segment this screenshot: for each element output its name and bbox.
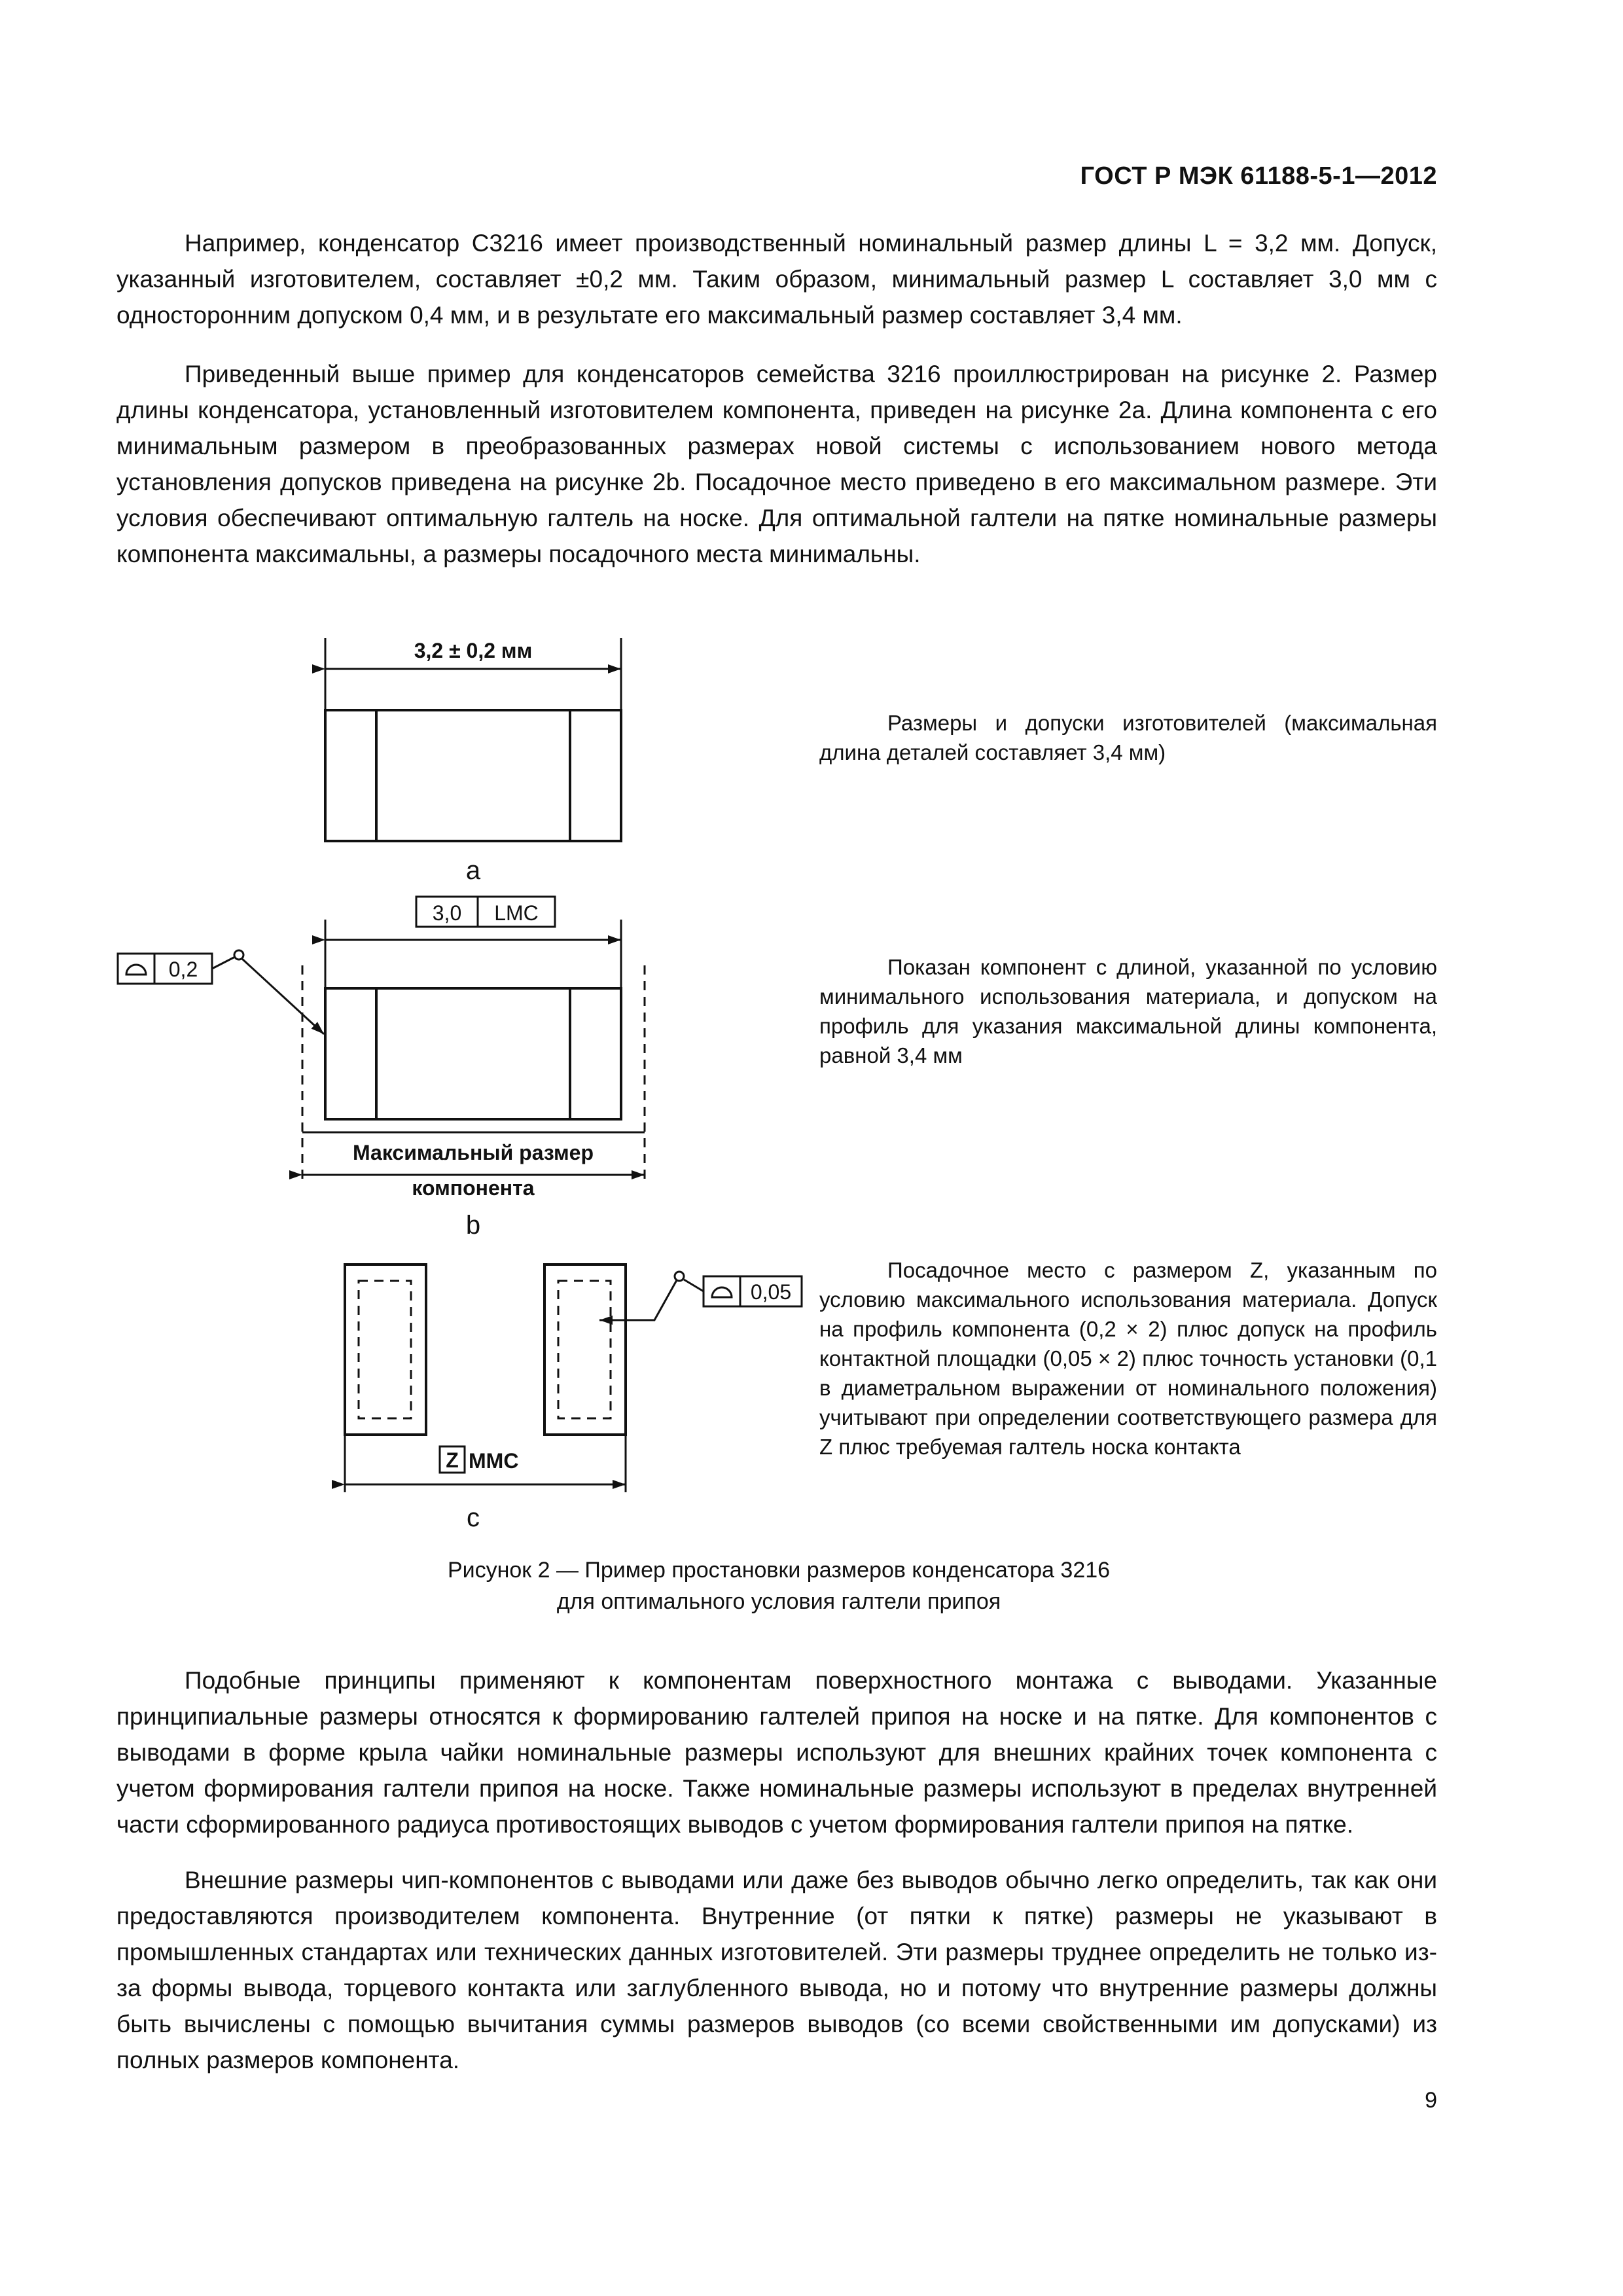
profile-symbol-frame-b — [118, 954, 154, 984]
leader-line-stub-c — [684, 1280, 704, 1291]
figure-2a — [325, 638, 621, 885]
paragraph-3: Подобные принципы применяют к компонентам поверхностного монтажа с выводами. Указанные принципиальные размеры относятся к формированию галтелей припоя на носке и на пятке. Для компонентов с выводами в форме крыла чайки номинальные размеры используют для внешних крайних точек компонента с учетом формирования галтели припоя на носке. Также номинальные размеры используют в пределах внутренней части сформированного радиуса противостоящих выводов с учетом формирования галтели припоя на пятке. — [116, 1667, 1437, 1838]
tolerance-value-b: 0,2 — [168, 958, 198, 981]
profile-of-surface-icon — [712, 1287, 732, 1297]
leader-circle-c — [675, 1272, 684, 1281]
paragraph-4: Внешние размеры чип-компонентов с выводами или даже без выводов обычно легко определить, так как они предоставляются производителем компонента. Внутренние (от пятки к пятке) размеры не указывают в промышленных стандартах или технических данных изготовителей. Эти размеры труднее определить не только из-за формы вывода, торцевого контакта или заглубленного вывода, но и потому что внутренние размеры должны быть вычислены с помощью вычитания суммы размеров выводов (со всеми свойственными им допусками) из полных размеров компонента. — [116, 1867, 1437, 2073]
profile-of-surface-icon — [126, 965, 146, 975]
max-size-label-line2: компонента — [412, 1176, 535, 1200]
land-pad-left-inner — [359, 1281, 411, 1418]
figure-label-b: b — [465, 1211, 481, 1240]
figure-caption-line1: Рисунок 2 — Пример простановки размеров конденсатора 3216 — [447, 1558, 1111, 1583]
dimension-modifier-b: LMC — [494, 901, 539, 925]
tolerance-value-c: 0,05 — [750, 1280, 792, 1304]
leader-arrow-b — [242, 959, 324, 1034]
dimension-value-z: Z — [446, 1448, 459, 1472]
land-pad-right — [544, 1265, 626, 1435]
figure-2a-description: Размеры и допуски изготовителей (максимальная длина деталей составляет 3,4 мм) — [819, 711, 1437, 764]
leader-line-stub-b — [212, 957, 235, 969]
page-number: 9 — [1425, 2088, 1437, 2113]
figure-2b-description: Показан компонент с длиной, указанной по условию минимального использования материала, и допуском на профиль для указания максимальной длины компонента, равной 3,4 мм — [819, 955, 1437, 1067]
figure-2b — [118, 897, 645, 1240]
dimension-modifier-c: MMC — [469, 1449, 519, 1473]
figure-caption-line2: для оптимального условия галтели припоя — [556, 1589, 1001, 1614]
figure-2c-description: Посадочное место с размером Z, указанным по условию максимального использования материала. Допуск на профиль компонента (0,2 × 2) плюс допуск на профиль контактной площадки (0,05 × 2) плюс точность установки (0,1 в диаметральном выражении от номинального положения) учитывают при определении соответствующего размера для Z плюс требуемая галтель носка контакта — [819, 1258, 1437, 1459]
document-header: ГОСТ Р МЭК 61188-5-1—2012 — [1080, 162, 1437, 190]
dimension-text-a: 3,2 ± 0,2 мм — [414, 639, 533, 662]
figure-label-a: a — [465, 856, 481, 885]
figure-label-c: c — [467, 1503, 480, 1532]
land-pad-left — [345, 1265, 426, 1435]
figure-caption — [327, 1554, 1230, 1617]
capacitor-body-a — [325, 710, 621, 841]
figure-2c — [345, 1265, 802, 1532]
paragraph-2: Приведенный выше пример для конденсаторов семейства 3216 проиллюстрирован на рисунке 2. Размер длины конденсатора, установленный изготовителем компонента, приведен на рисунке 2а. Длина компонента с его минимальным размером в преобразованных размерах новой системы с использованием нового метода установления допусков приведена на рисунке 2b. Посадочное место приведено в его максимальном размере. Эти условия обеспечивают оптимальную галтель на носке. Для оптимальной галтели на пятке номинальные размеры компонента максимальны, а размеры посадочного места минимальны. — [116, 361, 1437, 567]
paragraph-1: Например, конденсатор С3216 имеет производственный номинальный размер длины L = 3,2 мм. Допуск, указанный изготовителем, составляет ±0,2 мм. Таким образом, минимальный размер L составляет 3,0 мм с односторонним допуском 0,4 мм, и в результате его максимальный размер составляет 3,4 мм. — [116, 230, 1437, 329]
max-size-label-line1: Максимальный размер — [352, 1141, 594, 1164]
leader-circle-b — [234, 950, 243, 960]
capacitor-body-b — [325, 988, 621, 1119]
profile-symbol-frame-c — [704, 1276, 740, 1306]
land-pad-right-inner — [558, 1281, 611, 1418]
dimension-value-b: 3,0 — [432, 901, 462, 925]
